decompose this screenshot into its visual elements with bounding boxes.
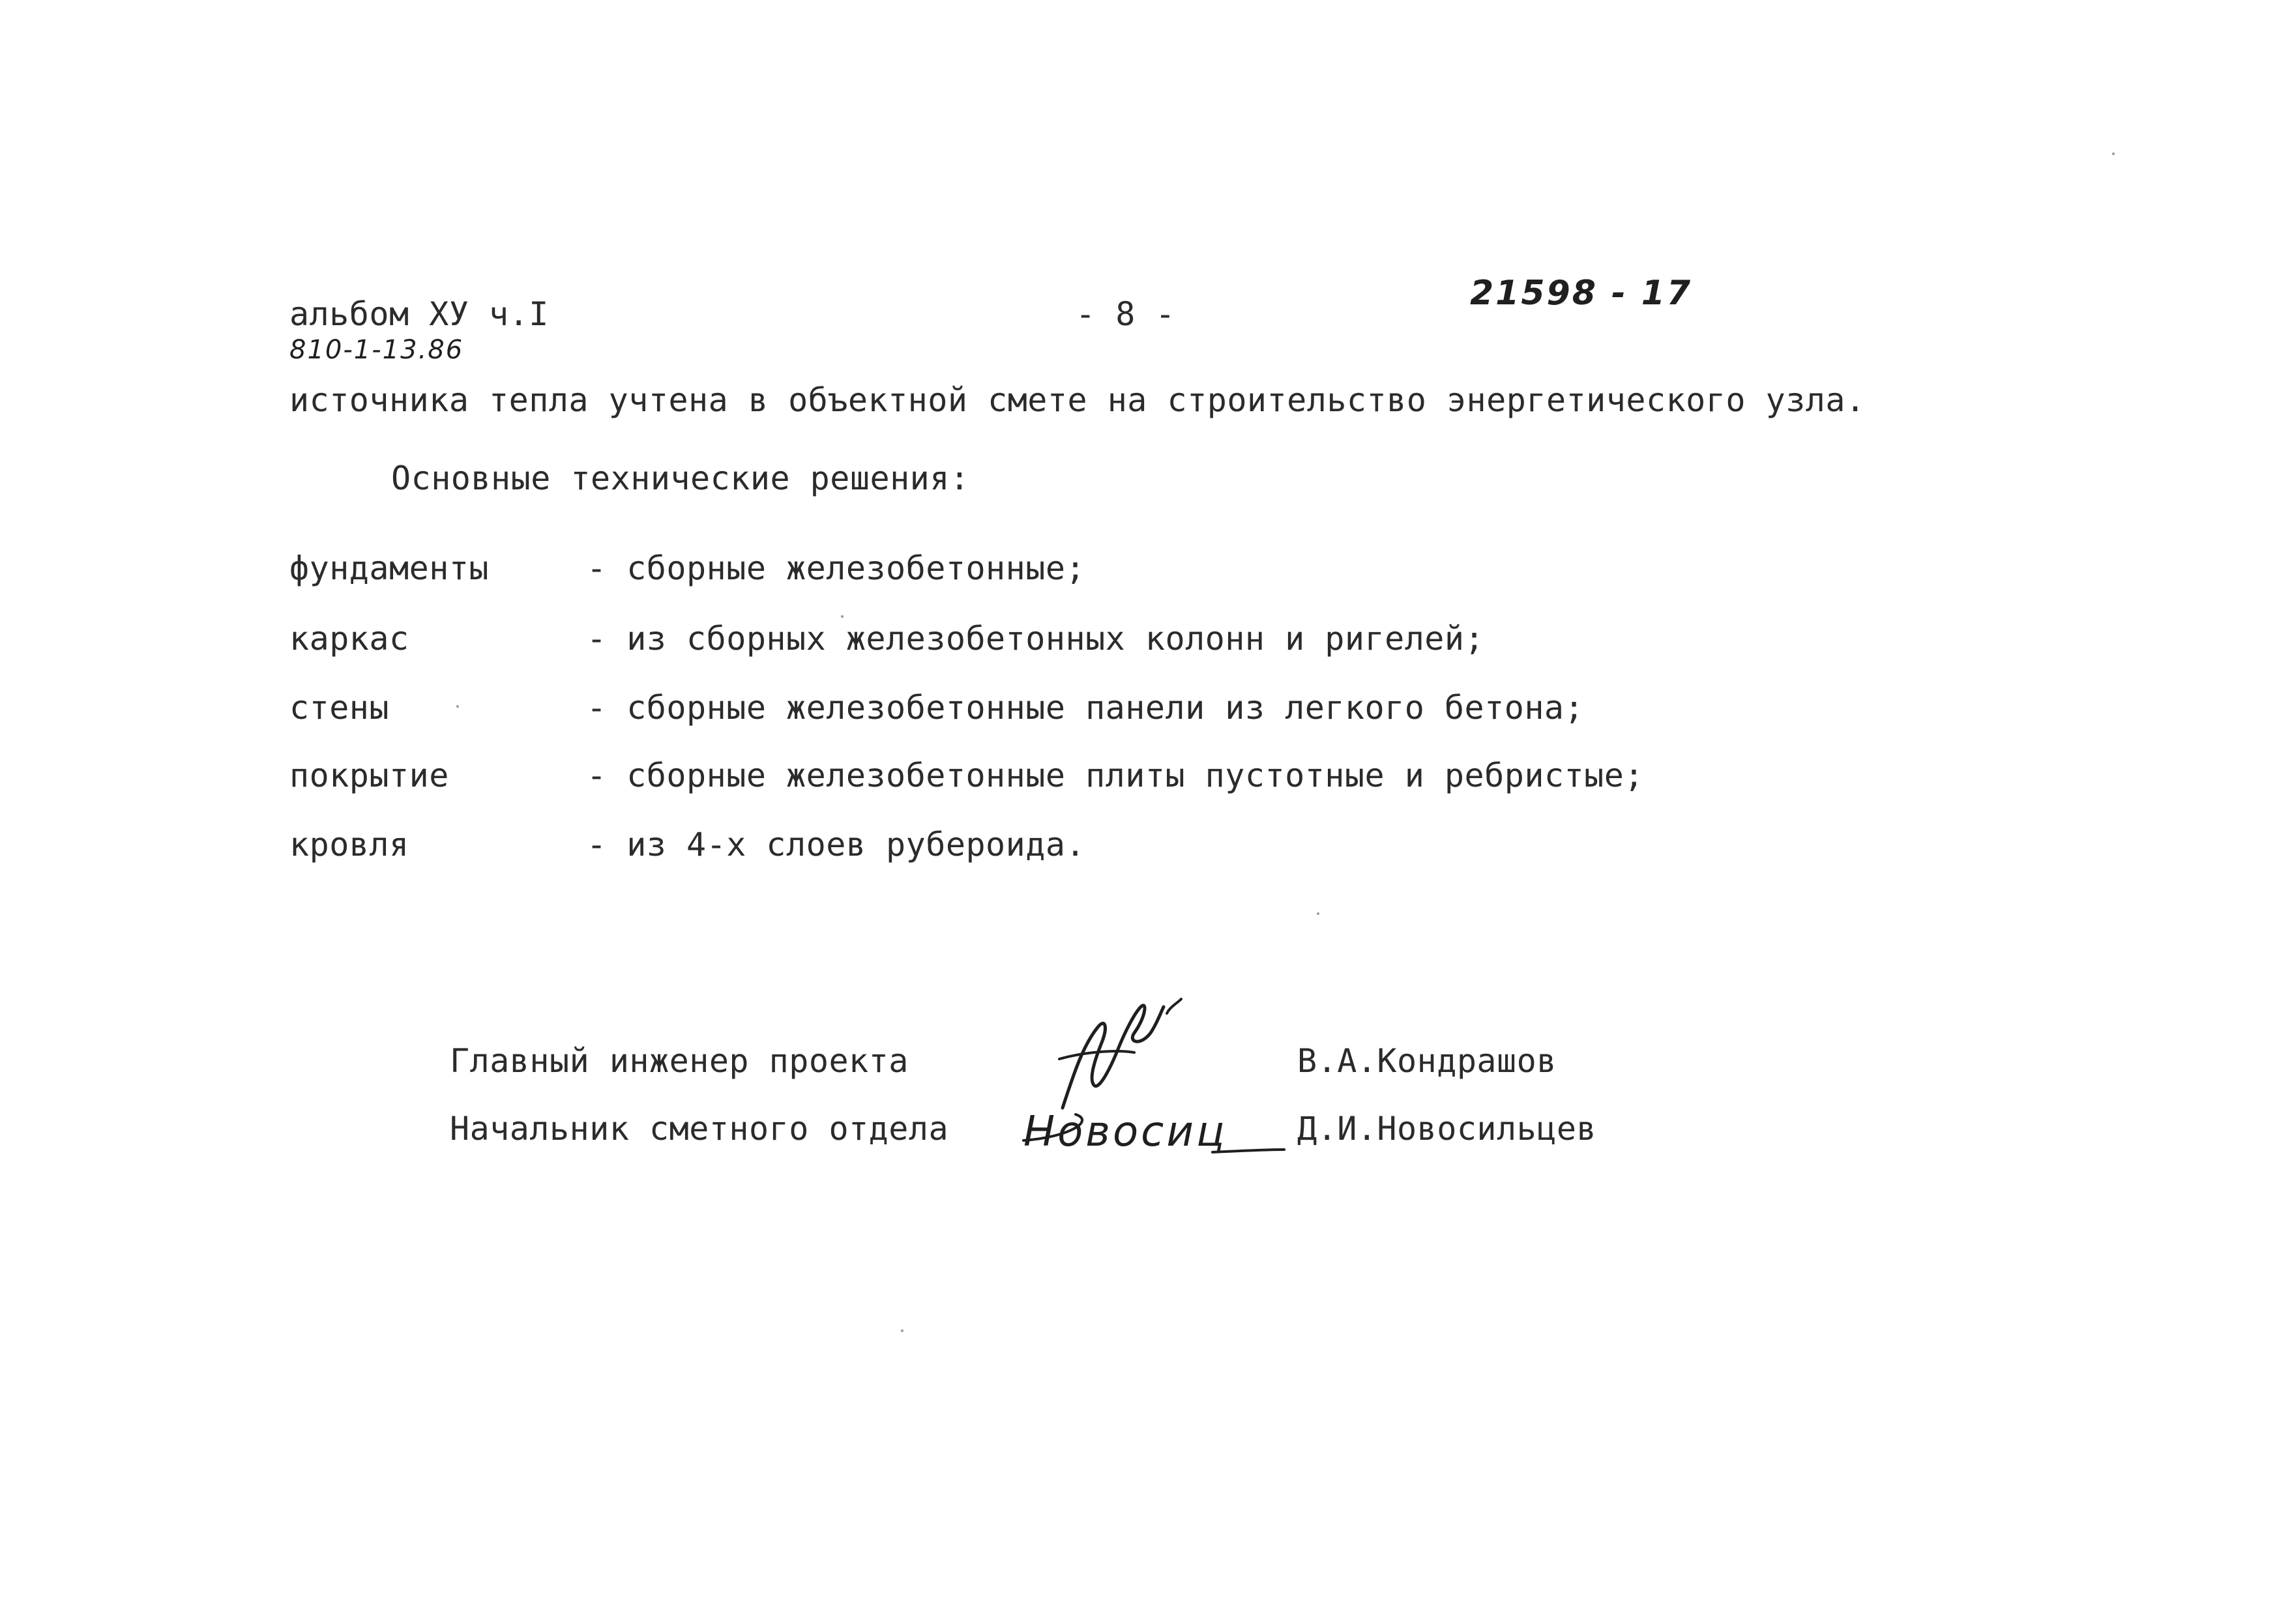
scan-speck (841, 615, 844, 618)
handwritten-project-code: 810-1-13.86 (289, 335, 464, 365)
solution-label: фундаменты (289, 549, 490, 587)
scan-speck (901, 1329, 904, 1332)
signature-mark (1036, 987, 1206, 1118)
section-heading: Основные технические решения: (391, 459, 970, 497)
solution-label: покрытие (289, 757, 449, 794)
signatory-name: В.А.Кондрашов (1297, 1042, 1557, 1080)
solution-label: кровля (289, 826, 409, 863)
handwritten-document-number: 21598 - 17 (1470, 274, 1693, 313)
signatory-position: Начальник сметного отдела (450, 1110, 949, 1148)
signature-text: Новосиц (1023, 1108, 1227, 1156)
signatory-position: Главный инженер проекта (450, 1042, 909, 1080)
solution-value: - из сборных железобетонных колонн и ригелей; (587, 620, 1485, 658)
signatory-name: Д.И.Новосильцев (1297, 1110, 1597, 1148)
scan-speck (456, 705, 459, 708)
album-label: альбом ХУ ч.I (289, 295, 549, 333)
solution-value: - сборные железобетонные панели из легкого бетона; (587, 689, 1585, 727)
solution-label: стены (289, 689, 390, 727)
scan-speck (2112, 152, 2115, 155)
scan-speck (1317, 912, 1319, 915)
signature-underline (1017, 1101, 1291, 1160)
solution-label: каркас (289, 620, 409, 658)
solution-value: - сборные железобетонные плиты пустотные и ребристые; (587, 757, 1644, 794)
page-number: - 8 - (1076, 295, 1176, 333)
solution-value: - сборные железобетонные; (587, 549, 1086, 587)
solution-value: - из 4-х слоев рубероида. (587, 826, 1086, 863)
intro-line: источника тепла учтена в объектной смете на строительство энергетического узла. (289, 381, 1866, 419)
